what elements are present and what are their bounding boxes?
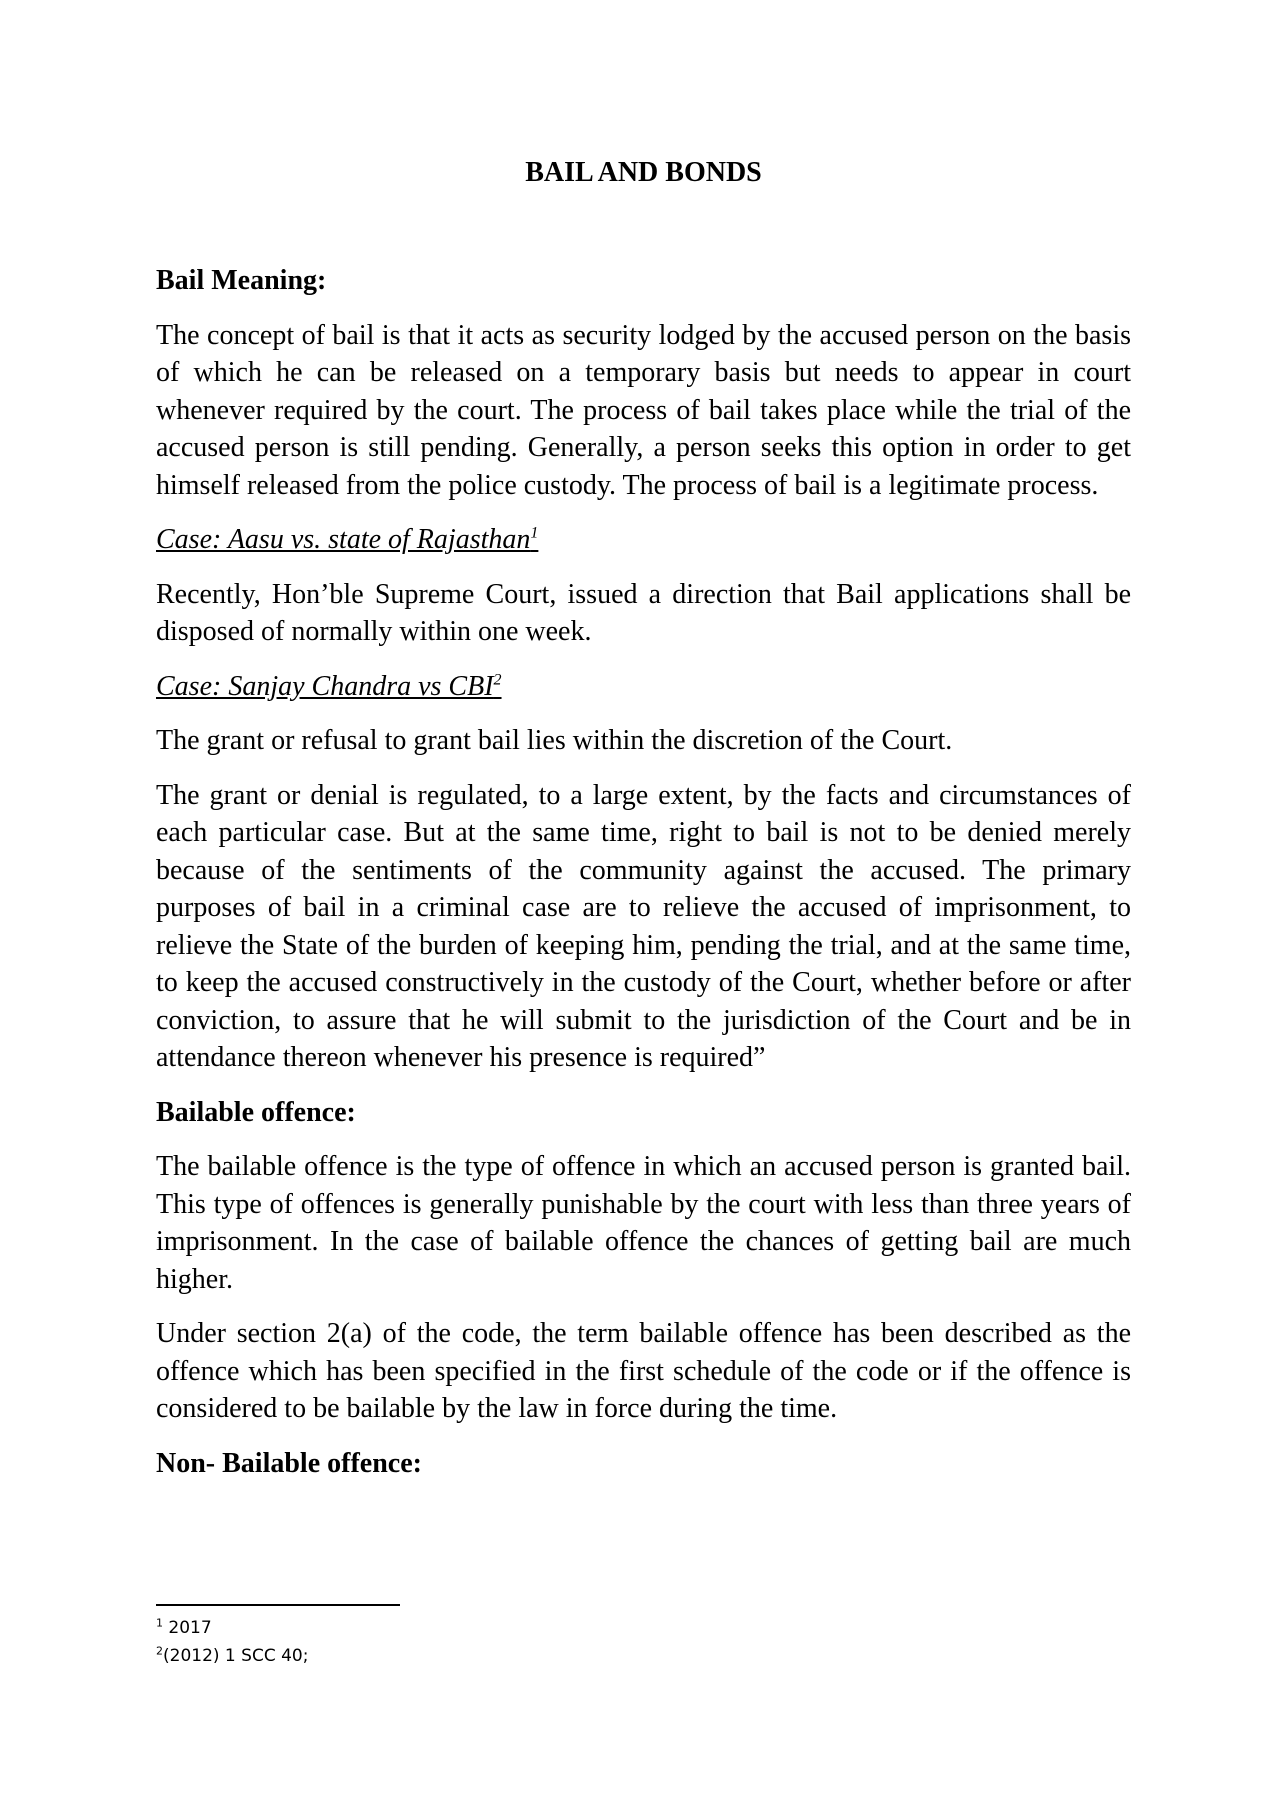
footnote-2-mark: 2 [156, 1644, 163, 1658]
bail-meaning-heading: Bail Meaning: [156, 265, 327, 296]
case-citation-sanjay-chandra-label: Case: Sanjay Chandra vs CBI [156, 670, 494, 702]
document-body [156, 262, 1131, 1499]
grant-denial-paragraph: The grant or denial is regulated, to a large extent, by the facts and circumstances of each particular case. But at the same time, right to bail is not to be denied merely because of the sentiments of the community against the accused. The primary purposes of bail in a criminal case are to relieve the accused of imprisonment, to relieve the State of the burden of keeping him, pending the trial, and at the same time, to keep the accused constructively in the custody of the Court, whether before or after conviction, to assure that he will submit to the jurisdiction of the Court and be in attendance thereon whenever his presence is required” [156, 779, 1131, 1073]
case-citation-sanjay-chandra [156, 668, 1131, 706]
bail-meaning-paragraph: The concept of bail is that it acts as security lodged by the accused person on the basis of which he can be released on a temporary basis but needs to appear in court whenever required by the court. The process of bail takes place while the trial of the accused person is still pending. Generally, a person seeks this option in order to get himself released from the police custody. The process of bail is a legitimate process. [156, 319, 1131, 501]
non-bailable-offence-heading: Non- Bailable offence: [156, 1447, 422, 1479]
supreme-court-direction-paragraph: Recently, Hon’ble Supreme Court, issued a direction that Bail applications shall be disposed of normally within one week. [156, 578, 1131, 647]
discretion-paragraph: The grant or refusal to grant bail lies within the discretion of the Court. [156, 725, 953, 756]
case-citation-aasu [156, 521, 1131, 559]
document-title: BAIL AND BONDS [525, 157, 762, 188]
footnote-ref-2[interactable]: 2 [493, 671, 502, 689]
footnote-2-text: (2012) 1 SCC 40; [163, 1646, 309, 1666]
case-citation-aasu-label: Case: Aasu vs. state of Rajasthan [156, 524, 531, 555]
footnote-1-mark: 1 [156, 1616, 163, 1630]
footnote-ref-1[interactable]: 1 [530, 524, 539, 542]
footnote-2 [156, 1642, 308, 1670]
bailable-offence-paragraph: The bailable offence is the type of offence in which an accused person is granted bail. This type of offences is generally punishable by the court with less than three years of imprisonment. In the case of bailable offence the chances of getting bail are much higher. [156, 1151, 1131, 1295]
footnote-1-text: 2017 [163, 1618, 212, 1638]
bailable-offence-heading: Bailable offence: [156, 1096, 356, 1128]
footnote-1 [156, 1614, 308, 1642]
footnote-separator [156, 1604, 400, 1606]
footnotes [156, 1614, 308, 1670]
section-2a-paragraph: Under section 2(a) of the code, the term bailable offence has been described as the offence which has been specified in the first schedule of the code or if the offence is considered to be bailable by the law in force during the time. [156, 1318, 1131, 1424]
